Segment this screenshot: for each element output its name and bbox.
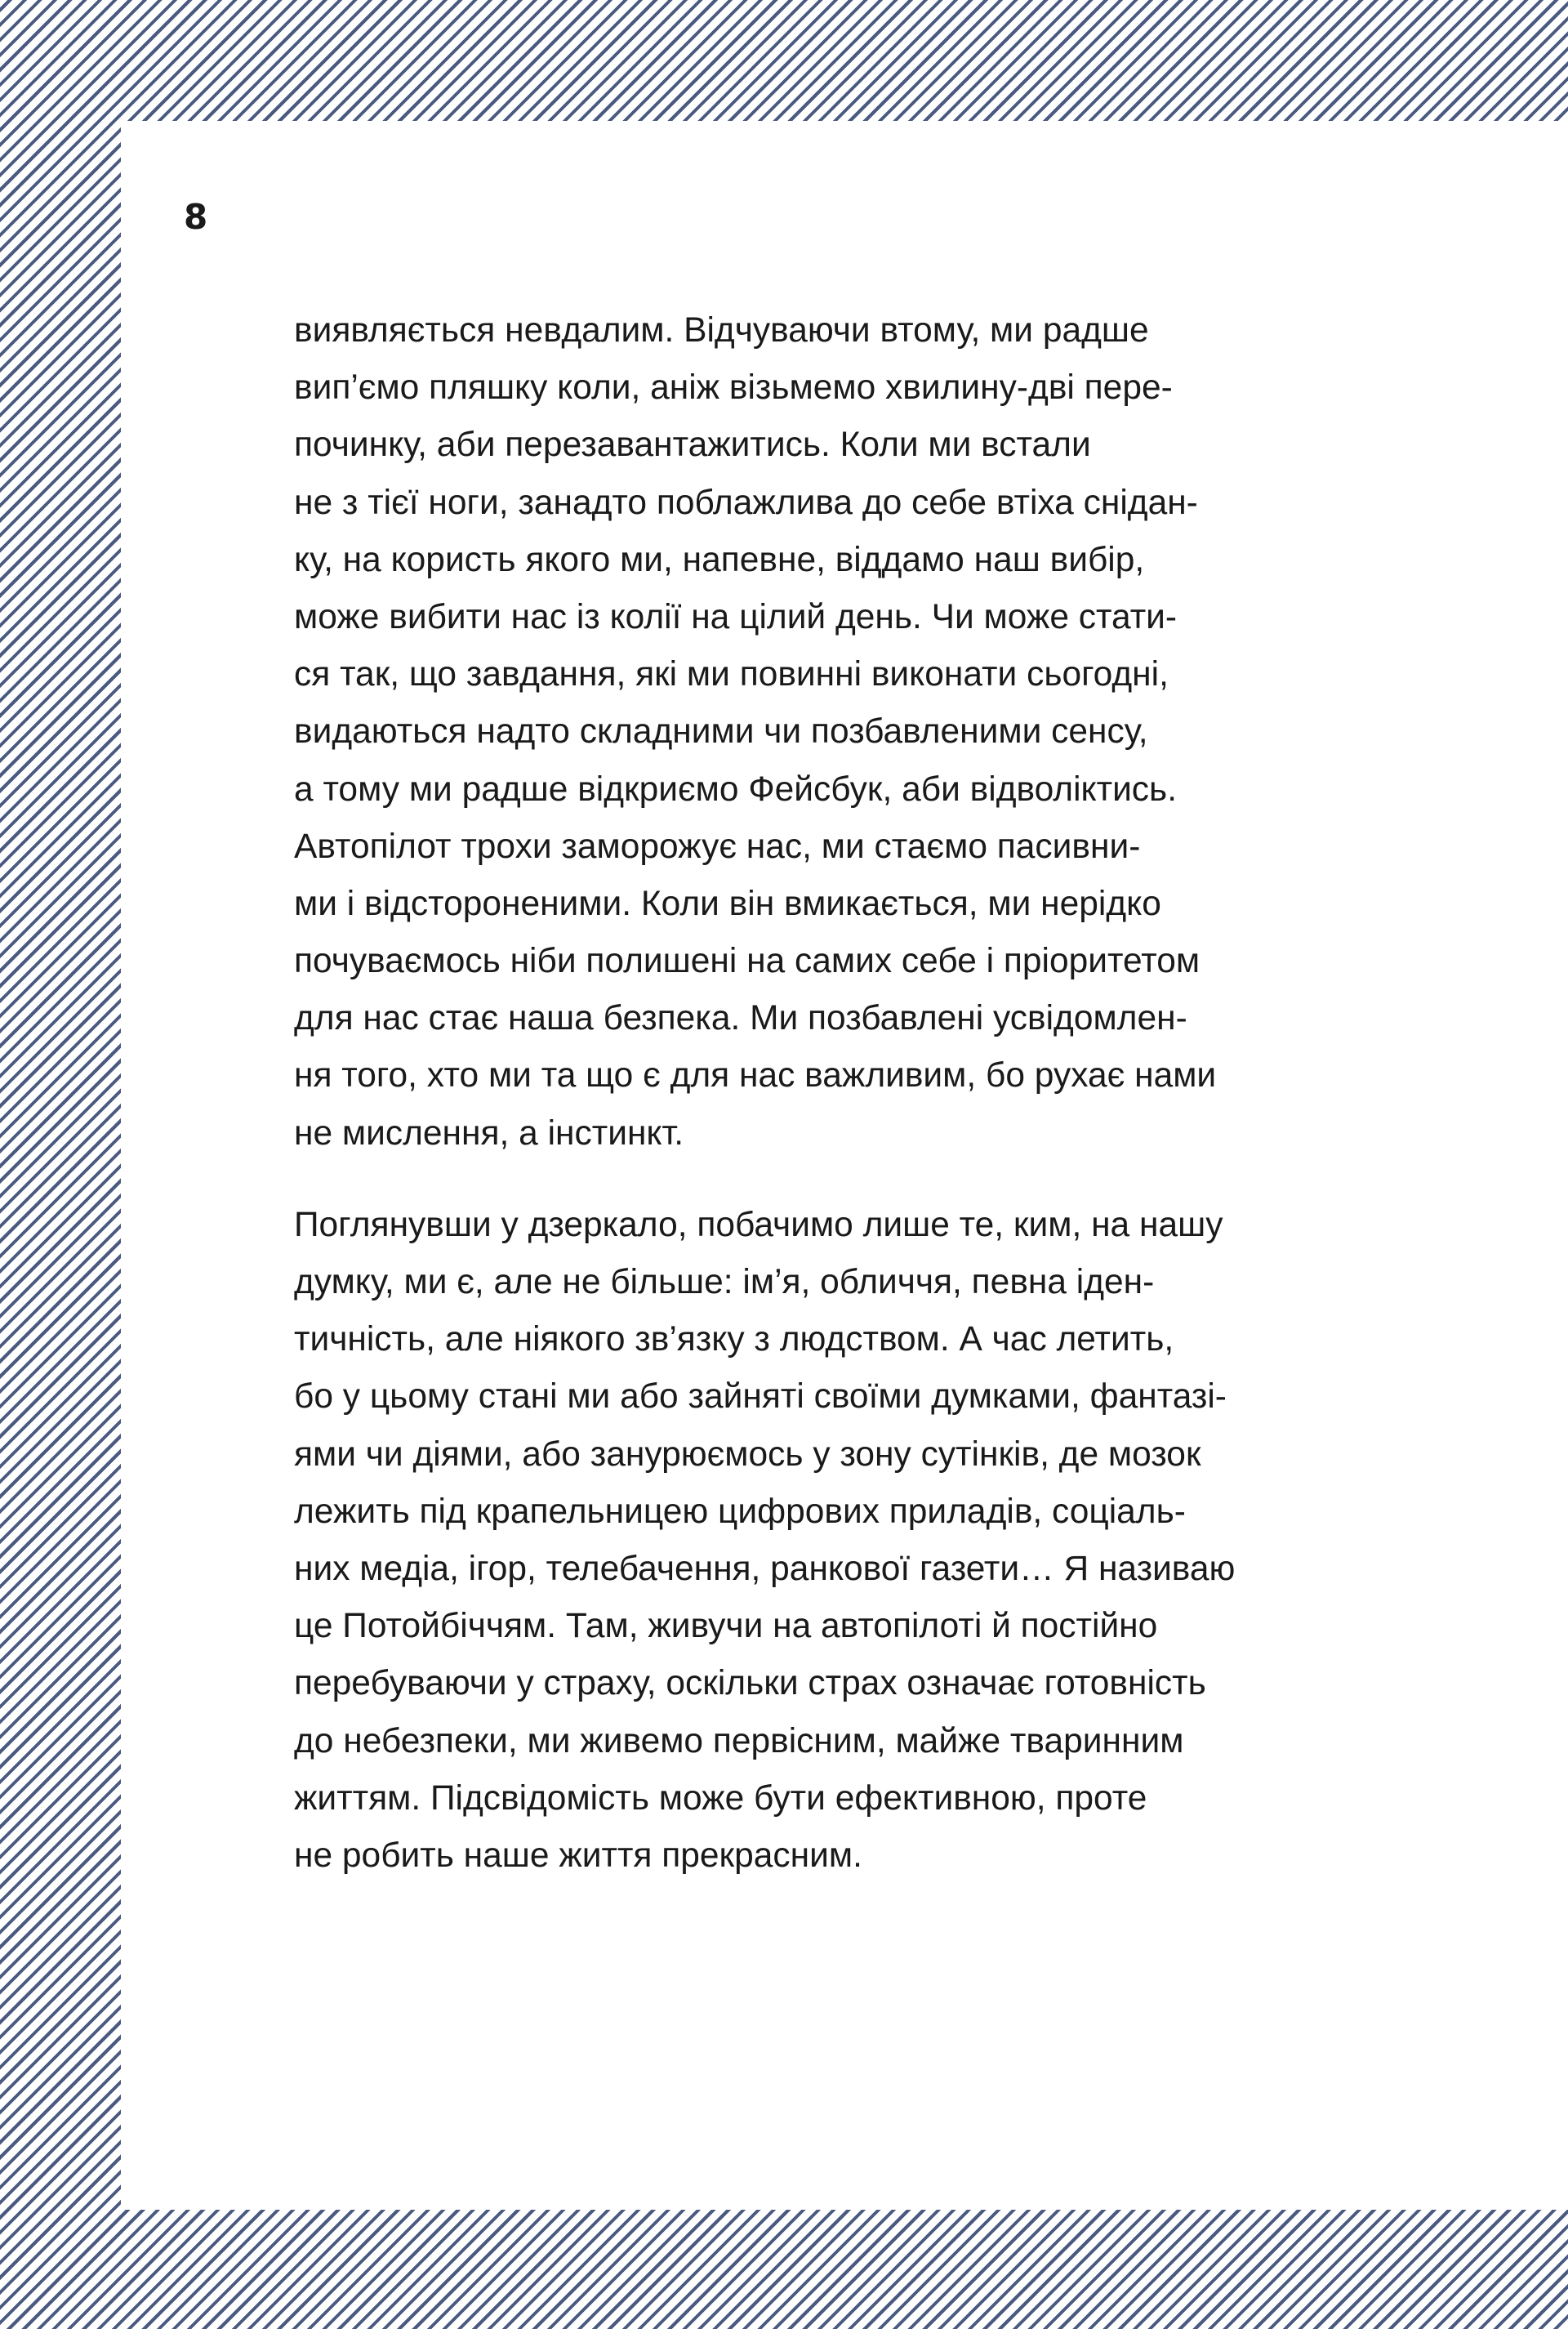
text-line: видаються надто складними чи позбавленими сенсу,	[294, 712, 1148, 752]
text-line: Поглянувши у дзеркало, побачимо лише те, ким, на нашу	[294, 1205, 1223, 1244]
text-line: а тому ми радше відкриємо Фейсбук, аби відволіктись.	[294, 770, 1178, 809]
text-line: для нас стає наша безпека. Ми позбавлені усвідомлен-	[294, 999, 1187, 1038]
text-line: бо у цьому стані ми або зайняті своїми думками, фантазі-	[294, 1377, 1227, 1417]
body-text	[294, 302, 1307, 1885]
text-line: вип’ємо пляшку коли, аніж візьмемо хвилину-дві пере-	[294, 368, 1173, 408]
text-line: думку, ми є, але не більше: ім’я, обличчя, певна іден-	[294, 1263, 1155, 1301]
text-line: це Потойбіччям. Там, живучи на автопілоті й постійно	[294, 1607, 1158, 1646]
text-line: до небезпеки, ми живемо первісним, майже тваринним	[294, 1721, 1184, 1760]
paragraph-2	[294, 1197, 1307, 1885]
text-line: перебуваючи у страху, оскільки страх означає готовність	[294, 1664, 1206, 1703]
paragraph-1	[294, 302, 1307, 1162]
text-line: лежить під крапельницею цифрових приладів, соціаль-	[294, 1492, 1186, 1531]
text-line: життям. Підсвідомість може бути ефективною, проте	[294, 1778, 1147, 1818]
text-line: почуваємось ніби полишені на самих себе і пріоритетом	[294, 942, 1200, 981]
text-line: може вибити нас із колії на цілий день. Чи може стати-	[294, 597, 1178, 636]
text-line: не мислення, а інстинкт.	[294, 1113, 684, 1153]
text-line: ями чи діями, або занурюємось у зону сутінків, де мозок	[294, 1434, 1201, 1474]
text-line: ми і відстороненими. Коли він вмикається, ми нерідко	[294, 884, 1161, 923]
text-line: виявляється невдалим. Відчуваючи втому, ми радше	[294, 311, 1149, 350]
page-number: 8	[184, 197, 208, 237]
text-line: них медіа, ігор, телебачення, ранкової газети… Я називаю	[294, 1549, 1236, 1588]
text-line: ку, на користь якого ми, напевне, віддамо наш вибір,	[294, 540, 1145, 579]
text-line: не з тієї ноги, занадто поблажлива до себе втіха снідан-	[294, 483, 1198, 522]
text-line: тичність, але ніякого зв’язку з людством. А час летить,	[294, 1320, 1174, 1359]
text-line: ся так, що завдання, які ми повинні виконати сьогодні,	[294, 655, 1169, 694]
text-line: ня того, хто ми та що є для нас важливим, бо рухає нами	[294, 1056, 1217, 1095]
text-line: починку, аби перезавантажитись. Коли ми встали	[294, 426, 1091, 465]
text-line: Автопілот трохи заморожує нас, ми стаємо пасивни-	[294, 827, 1141, 866]
text-line: не робить наше життя прекрасним.	[294, 1836, 862, 1875]
